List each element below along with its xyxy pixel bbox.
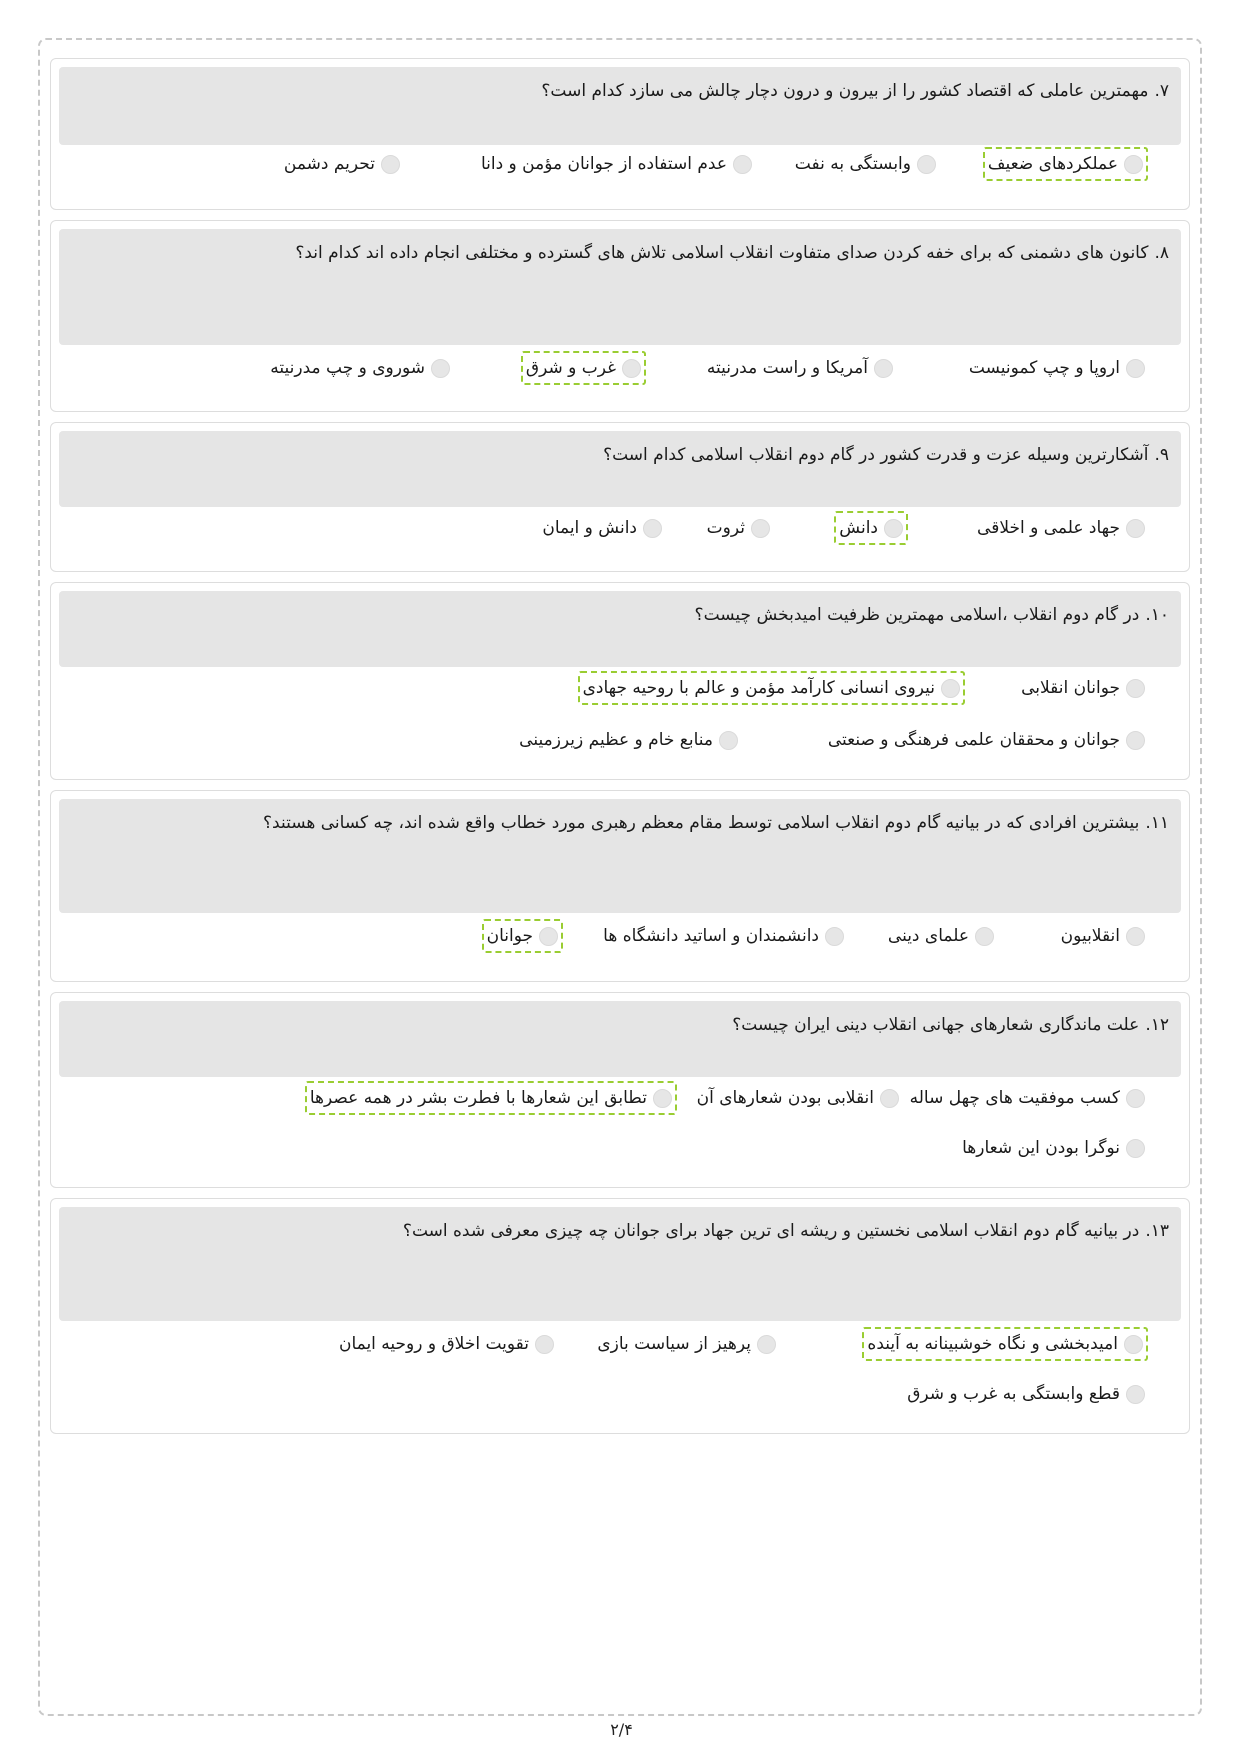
radio-icon[interactable] [874,359,893,378]
option-label: شوروی و چپ مدرنیته [270,358,425,378]
question-stem [59,1001,1181,1077]
question-number: ۷. [1154,81,1169,101]
option-4[interactable] [267,351,453,385]
question-text: کانون های دشمنی که برای خفه کردن صدای متفاوت انقلاب اسلامی تلاش های گسترده و مختلفی انجام داده اند کدام اند؟ [295,243,1149,263]
option-label: دانش و ایمان [542,518,637,538]
option-3[interactable] [704,511,773,545]
option-4[interactable] [482,919,563,953]
page-number: ۲/۴ [610,1720,633,1739]
radio-icon[interactable] [1126,679,1145,698]
option-label: نیروی انسانی کارآمد مؤمن و عالم با روحیه جهادی [582,678,935,698]
question-number: ۱۰. [1145,605,1169,625]
question-card-10 [50,582,1190,780]
option-1[interactable] [1058,919,1148,953]
question-text: مهمترین عاملی که اقتصاد کشور را از بیرون و درون دچار چالش می سازد کدام است؟ [541,81,1149,101]
option-label: امیدبخشی و نگاه خوشبینانه به آینده [867,1334,1118,1354]
option-3[interactable] [336,1327,557,1361]
option-2[interactable] [578,671,965,705]
option-1[interactable] [1018,671,1148,705]
question-stem [59,229,1181,345]
question-list [50,58,1190,1444]
option-label: پرهیز از سیاست بازی [597,1334,751,1354]
option-2[interactable] [834,511,908,545]
option-label: اروپا و چپ کمونیست [968,358,1120,378]
option-2[interactable] [792,147,939,181]
radio-icon[interactable] [1124,1335,1143,1354]
radio-icon[interactable] [1126,519,1145,538]
option-label: جهاد علمی و اخلاقی [977,518,1120,538]
option-3[interactable] [521,351,646,385]
option-label: تقویت اخلاق و روحیه ایمان [338,1334,529,1354]
option-4[interactable] [539,511,665,545]
radio-icon[interactable] [1126,1139,1145,1158]
option-label: غرب و شرق [525,358,616,378]
radio-icon[interactable] [1126,1385,1145,1404]
option-1[interactable] [974,511,1148,545]
question-card-9 [50,422,1190,572]
option-label: جوانان انقلابی [1021,678,1120,698]
option-1[interactable] [862,1327,1148,1361]
question-text: علت ماندگاری شعارهای جهانی انقلاب دینی ایران چیست؟ [732,1015,1140,1035]
question-stem [59,1207,1181,1321]
option-label: جوانان و محققان علمی فرهنگی و صنعتی [827,730,1120,750]
radio-icon[interactable] [653,1089,672,1108]
option-label: انقلابی بودن شعارهای آن [696,1088,874,1108]
radio-icon[interactable] [643,519,662,538]
radio-icon[interactable] [622,359,641,378]
radio-icon[interactable] [535,1335,554,1354]
radio-icon[interactable] [1126,927,1145,946]
question-text: در بیانیه گام دوم انقلاب اسلامی نخستین و ریشه ای ترین جهاد برای جوانان چه چیزی معرفی شده است؟ [402,1221,1140,1241]
radio-icon[interactable] [1124,155,1143,174]
radio-icon[interactable] [431,359,450,378]
question-text: در گام دوم انقلاب ،اسلامی مهمترین ظرفیت امیدبخش چیست؟ [694,605,1140,625]
option-label: جوانان [486,926,533,946]
question-stem [59,799,1181,913]
option-3[interactable] [825,723,1148,757]
radio-icon[interactable] [825,927,844,946]
question-number: ۱۳. [1145,1221,1169,1241]
option-1[interactable] [907,1081,1148,1115]
radio-icon[interactable] [917,155,936,174]
option-3[interactable] [600,919,847,953]
question-card-8 [50,220,1190,412]
option-4[interactable] [516,723,741,757]
option-2[interactable] [594,1327,779,1361]
option-label: قطع وابستگی به غرب و شرق [907,1384,1120,1404]
option-label: علمای دینی [887,926,969,946]
radio-icon[interactable] [1126,731,1145,750]
radio-icon[interactable] [880,1089,899,1108]
option-3[interactable] [478,147,755,181]
option-label: تحریم دشمن [283,154,375,174]
option-label: انقلابیون [1060,926,1120,946]
option-label: کسب موفقیت های چهل ساله [909,1088,1120,1108]
radio-icon[interactable] [1126,359,1145,378]
radio-icon[interactable] [719,731,738,750]
option-label: نوگرا بودن این شعارها [962,1138,1120,1158]
question-stem [59,431,1181,507]
option-1[interactable] [966,351,1148,385]
option-label: عدم استفاده از جوانان مؤمن و دانا [480,154,727,174]
option-label: تطابق این شعارها با فطرت بشر در همه عصرها [309,1088,647,1108]
option-4[interactable] [904,1377,1148,1411]
radio-icon[interactable] [975,927,994,946]
option-label: دانشمندان و اساتید دانشگاه ها [603,926,819,946]
radio-icon[interactable] [539,927,558,946]
option-4[interactable] [959,1131,1148,1165]
radio-icon[interactable] [941,679,960,698]
question-number: ۹. [1154,445,1169,465]
question-card-7 [50,58,1190,210]
option-2[interactable] [704,351,896,385]
question-number: ۱۱. [1145,813,1169,833]
option-2[interactable] [885,919,997,953]
radio-icon[interactable] [757,1335,776,1354]
option-label: ثروت [706,518,745,538]
question-number: ۱۲. [1145,1015,1169,1035]
question-card-13 [50,1198,1190,1434]
option-3[interactable] [305,1081,677,1115]
option-label: عملکردهای ضعیف [987,154,1118,174]
option-label: آمریکا و راست مدرنیته [706,358,868,378]
question-text: بیشترین افرادی که در بیانیه گام دوم انقلاب اسلامی توسط مقام معظم رهبری مورد خطاب واقع شده اند، چه کسانی هستند؟ [263,813,1140,833]
question-stem [59,67,1181,145]
option-label: منابع خام و عظیم زیرزمینی [519,730,713,750]
question-stem [59,591,1181,667]
question-text: آشکارترین وسیله عزت و قدرت کشور در گام دوم انقلاب اسلامی کدام است؟ [603,445,1149,465]
radio-icon[interactable] [733,155,752,174]
question-number: ۸. [1154,243,1169,263]
question-card-11 [50,790,1190,982]
radio-icon[interactable] [884,519,903,538]
option-2[interactable] [694,1081,902,1115]
radio-icon[interactable] [1126,1089,1145,1108]
option-label: وابستگی به نفت [794,154,911,174]
radio-icon[interactable] [381,155,400,174]
option-1[interactable] [983,147,1148,181]
radio-icon[interactable] [751,519,770,538]
option-4[interactable] [281,147,403,181]
question-card-12 [50,992,1190,1188]
option-label: دانش [839,518,878,538]
